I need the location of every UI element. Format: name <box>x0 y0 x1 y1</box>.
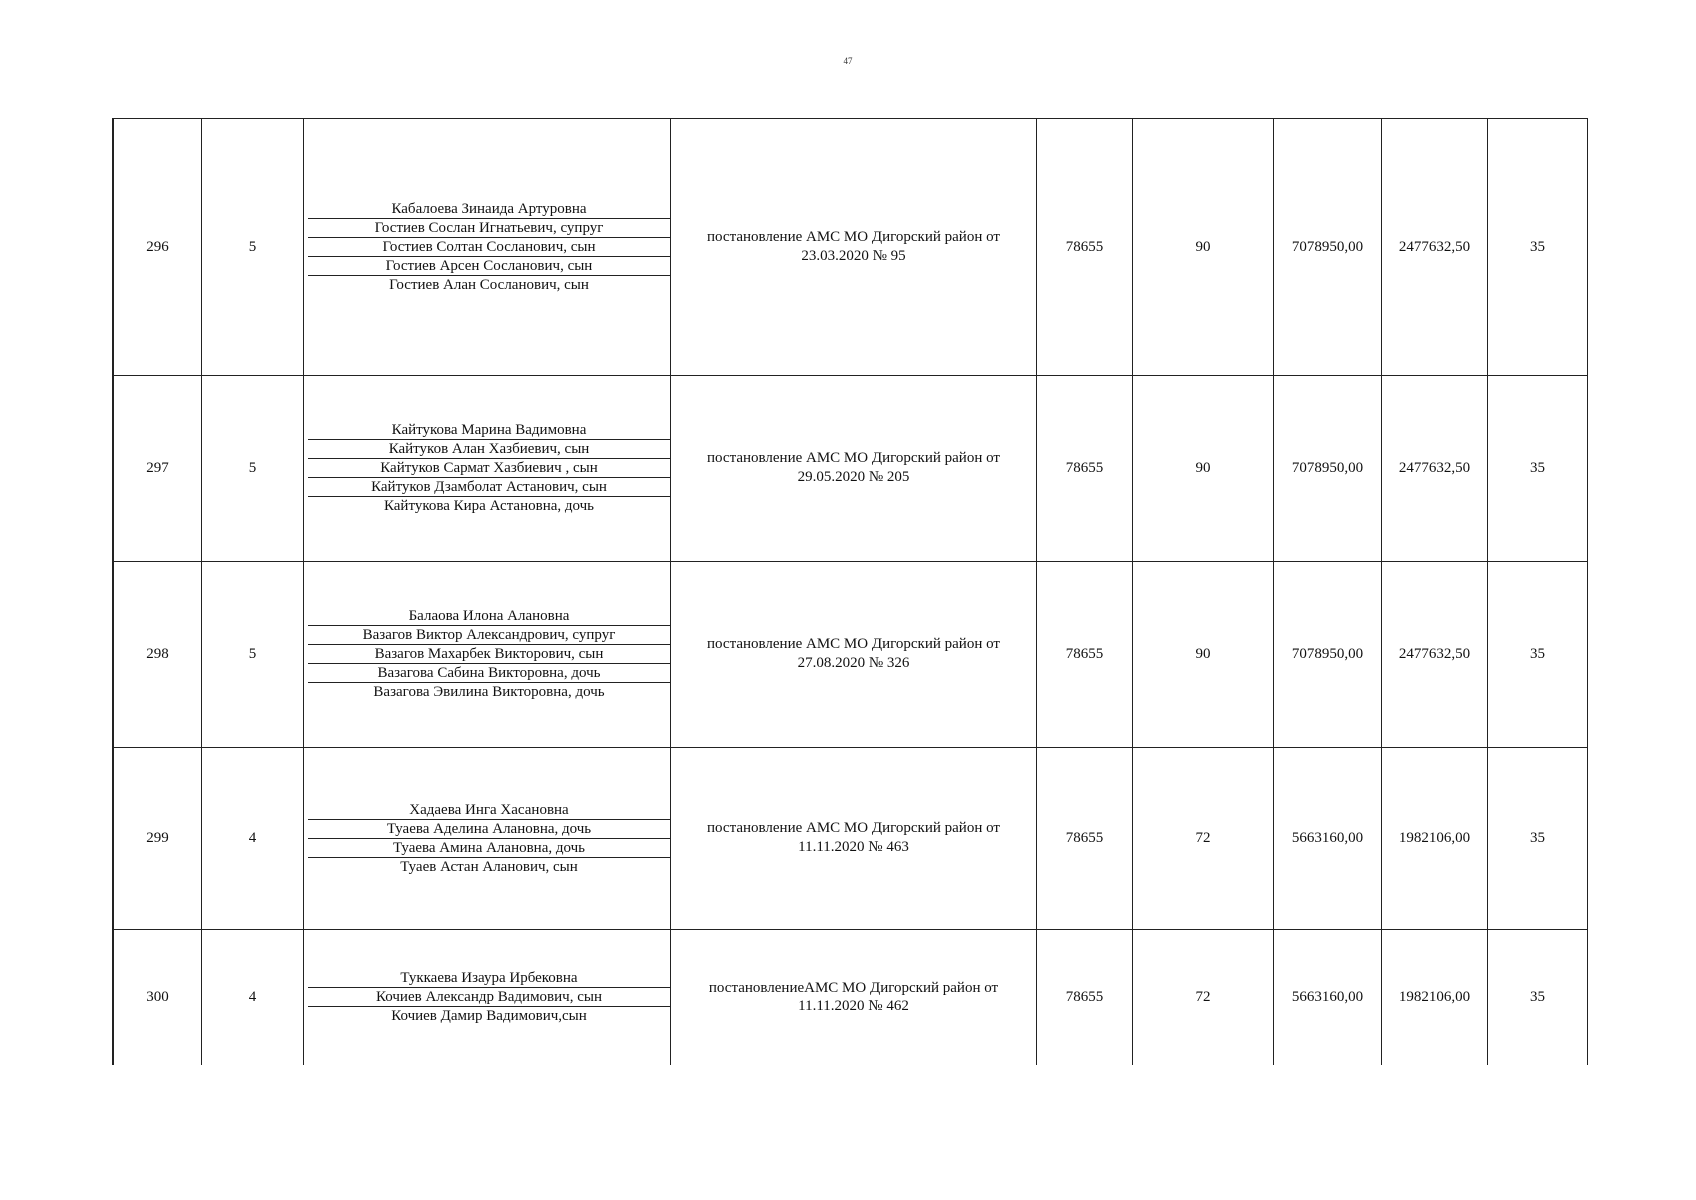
table-row-297 <box>114 375 1588 561</box>
table-row-298 <box>114 561 1588 747</box>
resolution-text: постановление АМС МО Дигорский район от 27.08.2020 № 326 <box>707 636 1000 671</box>
family-members-count: 5 <box>202 119 304 375</box>
family-member: Гостиев Солтан Сосланович, сын <box>308 237 670 256</box>
family-member: Балаова Илона Алановна <box>408 608 570 624</box>
row-number: 300 <box>114 929 202 1065</box>
family-member: Гостиев Алан Сосланович, сын <box>308 275 670 294</box>
row-number: 299 <box>114 747 202 929</box>
family-member: Гостиев Сослан Игнатьевич, супруг <box>308 218 670 237</box>
family-member: Кайтукова Кира Астановна, дочь <box>308 496 670 515</box>
family-member: Вазагова Эвилина Викторовна, дочь <box>308 682 670 701</box>
resolution-text: постановление АМС МО Дигорский район от 23.03.2020 № 95 <box>707 229 1000 264</box>
family-member: Гостиев Арсен Сосланович, сын <box>308 256 670 275</box>
family-members-count: 4 <box>202 929 304 1065</box>
registry-table-wrapper <box>112 118 1588 1065</box>
family-member: Туаева Амина Алановна, дочь <box>308 838 670 857</box>
resolution-cell <box>671 747 1037 929</box>
subsidy-amount: 1982106,00 <box>1382 747 1488 929</box>
page-number: 47 <box>843 56 853 66</box>
family-member: Кочиев Александр Вадимович, сын <box>308 987 670 1006</box>
family-member: Вазагов Виктор Александрович, супруг <box>308 625 670 644</box>
family-member: Кочиев Дамир Вадимович,сын <box>308 1006 670 1025</box>
price-per-sqm: 78655 <box>1037 747 1133 929</box>
row-number: 297 <box>114 375 202 561</box>
price-per-sqm: 78655 <box>1037 375 1133 561</box>
price-per-sqm: 78655 <box>1037 561 1133 747</box>
family-member: Кайтуков Дзамболат Астанович, сын <box>308 477 670 496</box>
family-member: Вазагов Махарбек Викторович, сын <box>308 644 670 663</box>
family-members-list <box>304 747 671 929</box>
resolution-text: постановление АМС МО Дигорский район от 11.11.2020 № 463 <box>707 820 1000 855</box>
subsidy-percent: 35 <box>1488 561 1588 747</box>
family-members-list <box>304 561 671 747</box>
area: 90 <box>1133 561 1274 747</box>
family-members-count: 5 <box>202 375 304 561</box>
family-member: Хадаева Инга Хасановна <box>409 801 569 818</box>
subsidy-percent: 35 <box>1488 375 1588 561</box>
resolution-cell <box>671 119 1037 375</box>
subsidy-percent: 35 <box>1488 119 1588 375</box>
subsidy-amount: 1982106,00 <box>1382 929 1488 1065</box>
table-row-299 <box>114 747 1588 929</box>
area: 72 <box>1133 929 1274 1065</box>
row-number: 298 <box>114 561 202 747</box>
total-cost: 5663160,00 <box>1274 929 1382 1065</box>
registry-table <box>113 119 1588 1065</box>
total-cost: 7078950,00 <box>1274 375 1382 561</box>
resolution-cell <box>671 929 1037 1065</box>
family-member: Туаев Астан Аланович, сын <box>308 857 670 876</box>
subsidy-amount: 2477632,50 <box>1382 375 1488 561</box>
resolution-text: постановлениеАМС МО Дигорский район от 11.11.2020 № 462 <box>708 979 999 1015</box>
total-cost: 7078950,00 <box>1274 119 1382 375</box>
family-member: Кайтуков Сармат Хазбиевич , сын <box>308 458 670 477</box>
subsidy-percent: 35 <box>1488 747 1588 929</box>
subsidy-amount: 2477632,50 <box>1382 561 1488 747</box>
family-member: Туккаева Изаура Ирбековна <box>400 970 578 986</box>
total-cost: 7078950,00 <box>1274 561 1382 747</box>
price-per-sqm: 78655 <box>1037 119 1133 375</box>
row-number: 296 <box>114 119 202 375</box>
family-members-list <box>304 375 671 561</box>
subsidy-amount: 2477632,50 <box>1382 119 1488 375</box>
family-member: Вазагова Сабина Викторовна, дочь <box>308 663 670 682</box>
family-member: Кайтукова Марина Вадимовна <box>391 422 587 438</box>
resolution-text: постановление АМС МО Дигорский район от 29.05.2020 № 205 <box>707 450 1000 485</box>
family-members-count: 5 <box>202 561 304 747</box>
family-members-list <box>304 929 671 1065</box>
resolution-cell <box>671 561 1037 747</box>
family-member: Кайтуков Алан Хазбиевич, сын <box>308 439 670 458</box>
subsidy-percent: 35 <box>1488 929 1588 1065</box>
table-row-296 <box>114 119 1588 375</box>
area: 72 <box>1133 747 1274 929</box>
family-members-list <box>304 119 671 375</box>
table-row-300 <box>114 929 1588 1065</box>
total-cost: 5663160,00 <box>1274 747 1382 929</box>
family-member: Туаева Аделина Алановна, дочь <box>308 819 670 838</box>
family-members-count: 4 <box>202 747 304 929</box>
resolution-cell <box>671 375 1037 561</box>
price-per-sqm: 78655 <box>1037 929 1133 1065</box>
area: 90 <box>1133 375 1274 561</box>
family-member: Кабалоева Зинаида Артуровна <box>391 200 587 217</box>
area: 90 <box>1133 119 1274 375</box>
